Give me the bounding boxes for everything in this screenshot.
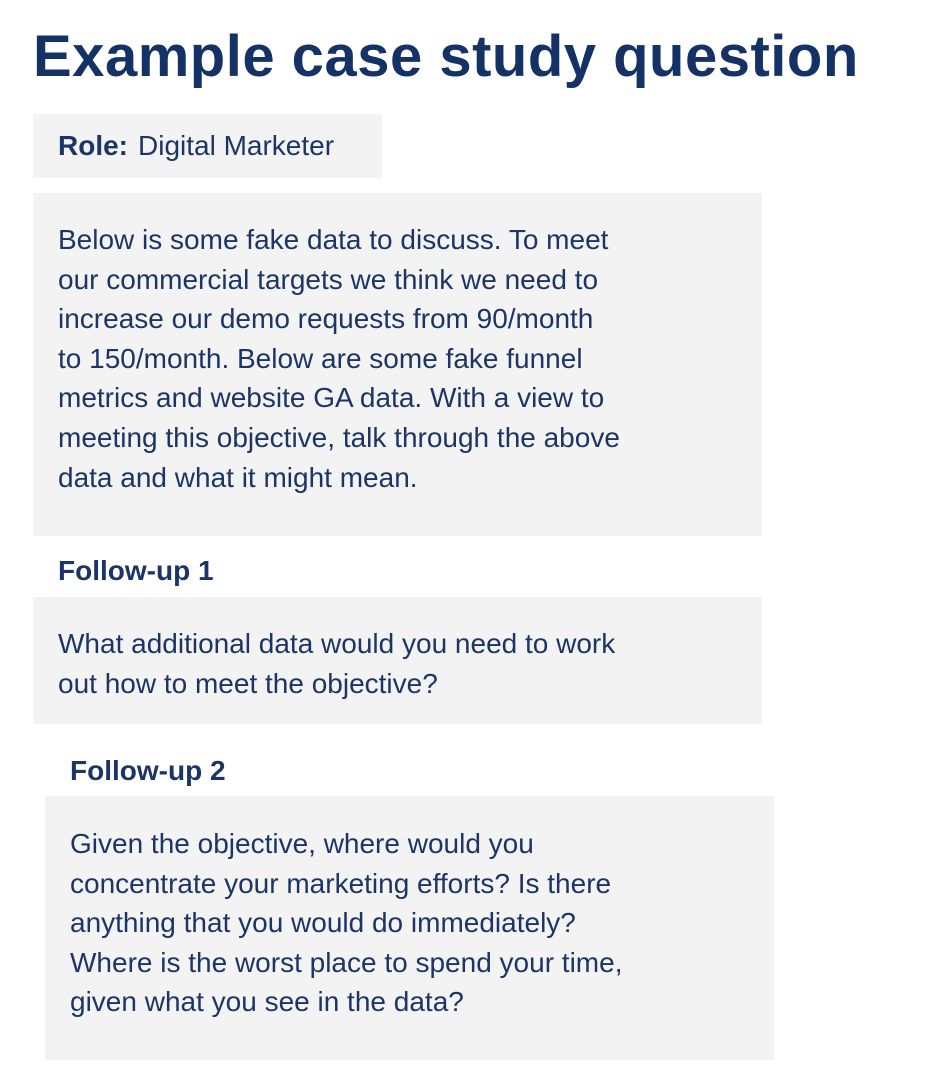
main-question-line: to 150/month. Below are some fake funnel <box>58 342 583 374</box>
role-value: Digital Marketer <box>138 130 335 161</box>
main-question-card <box>33 193 762 536</box>
page-title: Example case study question <box>33 24 859 89</box>
followup-1-line: What additional data would you need to work <box>58 628 616 659</box>
main-question-line: metrics and website GA data. With a view to <box>58 382 605 414</box>
followup-2-line: Given the objective, where would you <box>70 828 534 859</box>
followup-2-heading: Follow-up 2 <box>70 755 226 786</box>
followup-2-line: anything that you would do immediately? <box>70 907 576 939</box>
role-label: Role: <box>58 130 128 161</box>
followup-2-line: Where is the worst place to spend your time, <box>70 946 623 978</box>
main-question-line: data and what it might mean. <box>58 461 418 493</box>
followup-2-line: given what you see in the data? <box>70 986 464 1018</box>
followup-2-card <box>45 796 774 1060</box>
followup-1-heading: Follow-up 1 <box>58 555 214 586</box>
role-box <box>33 114 382 178</box>
main-question-line: meeting this objective, talk through the above <box>58 421 620 453</box>
followup-1-card <box>33 597 762 724</box>
followup-1-line: out how to meet the objective? <box>58 667 438 699</box>
main-question-line: our commercial targets we think we need to <box>58 263 599 295</box>
main-question-line: Below is some fake data to discuss. To meet <box>58 224 609 255</box>
main-question-line: increase our demo requests from 90/month <box>58 303 594 335</box>
followup-2-line: concentrate your marketing efforts? Is there <box>70 867 612 899</box>
